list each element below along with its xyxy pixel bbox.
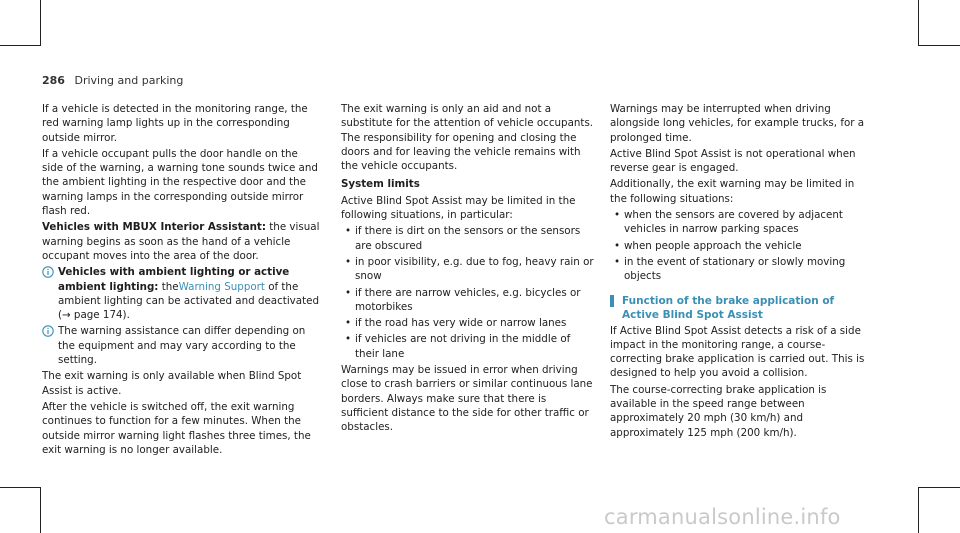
- note-ambient-lighting: [42, 265, 322, 322]
- list-item: • if there are narrow vehicles, e.g. bicycles or motorbikes: [341, 286, 596, 315]
- column-2: [341, 102, 596, 437]
- paragraph: Active Blind Spot Assist may be limited in the following situations, in particular:: [341, 194, 576, 222]
- list-item: • in the event of stationary or slowly moving objects: [610, 255, 865, 284]
- crop-mark: [918, 487, 919, 533]
- crop-mark: [0, 487, 41, 488]
- info-icon: [42, 266, 54, 278]
- crop-mark: [918, 45, 960, 46]
- watermark: carmanualsonline.info: [604, 505, 841, 529]
- paragraph: After the vehicle is switched off, the exit warning continues to function for a few minutes. When the outside mirror warning light flashes three times, the exit warning is no longer available.: [42, 400, 311, 456]
- heading-marker: [610, 295, 614, 307]
- paragraph: The course-correcting brake application is available in the speed range between approximately 20 mph (30 km/h) and approximately 125 mph (200 km/h).: [610, 383, 827, 439]
- list-item: • when the sensors are covered by adjacent vehicles in narrow parking spaces: [610, 208, 865, 237]
- warning-support-link[interactable]: Warning Support: [178, 280, 265, 293]
- crop-mark: [40, 0, 41, 46]
- column-3: [610, 102, 865, 442]
- paragraph: Active Blind Spot Assist is not operational when reverse gear is engaged.: [610, 147, 856, 175]
- note-text: of the ambient lighting can be activated and deactivated (→ page 174).: [58, 280, 319, 322]
- info-icon: [42, 325, 54, 337]
- note-text: the: [158, 280, 179, 293]
- crop-mark: [918, 487, 960, 488]
- note-text: The warning assistance can differ depending on the equipment and may vary according to the setting.: [58, 325, 306, 367]
- paragraph: The exit warning is only available when Blind Spot Assist is active.: [42, 370, 302, 397]
- paragraph: Warnings may be issued in error when driving close to crash barriers or similar continuous lane borders. Always make sure that there is sufficient distance to the side for other traffic or obstacles.: [341, 364, 593, 434]
- note-equipment: [42, 324, 322, 367]
- bold-lead: Vehicles with MBUX Interior Assistant:: [42, 221, 266, 234]
- section-heading: [610, 294, 865, 322]
- paragraph-mbux: [42, 220, 322, 263]
- list-item: • if there is dirt on the sensors or the sensors are obscured: [341, 224, 596, 253]
- list-item: • if the road has very wide or narrow lanes: [341, 316, 596, 330]
- page-number: 286: [42, 74, 65, 87]
- heading-text: Function of the brake application of Active Blind Spot Assist: [622, 294, 835, 321]
- bold-lead: Vehicles with ambient lighting or active ambient lighting:: [58, 266, 290, 293]
- section-title: Driving and parking: [74, 74, 184, 87]
- crop-mark: [918, 0, 919, 46]
- page-header: [42, 74, 183, 87]
- paragraph: If Active Blind Spot Assist detects a risk of a side impact in the monitoring range, a course-correcting brake application is carried out. This is designed to help you avoid a collision.: [610, 324, 865, 380]
- subheading-system-limits: System limits: [341, 178, 420, 191]
- bullet-list: [610, 208, 865, 283]
- paragraph: The exit warning is only an aid and not a substitute for the attention of vehicle occupants. The responsibility for opening and closing the doors and for leaving the vehicle remains with the vehicle occupants.: [341, 103, 594, 173]
- paragraph-text: the visual warning begins as soon as the hand of a vehicle occupant moves into the area of the door.: [42, 221, 320, 262]
- crop-mark: [0, 45, 41, 46]
- list-item: • when people approach the vehicle: [610, 239, 865, 253]
- bullet-list: [341, 224, 596, 361]
- list-item: • if vehicles are not driving in the middle of their lane: [341, 332, 596, 361]
- column-1: [42, 102, 322, 459]
- paragraph: Warnings may be interrupted when driving alongside long vehicles, for example trucks, for a prolonged time.: [610, 103, 865, 144]
- paragraph: If a vehicle is detected in the monitoring range, the red warning lamp lights up in the corresponding outside mirror.: [42, 103, 308, 144]
- list-item: • in poor visibility, e.g. due to fog, heavy rain or snow: [341, 255, 596, 284]
- crop-mark: [40, 487, 41, 533]
- paragraph: If a vehicle occupant pulls the door handle on the side of the warning, a warning tone sounds twice and the ambient lighting in the respective door and the warning lamps in the corresponding outside mirror flash red.: [42, 147, 318, 218]
- paragraph: Additionally, the exit warning may be limited in the following situations:: [610, 178, 855, 205]
